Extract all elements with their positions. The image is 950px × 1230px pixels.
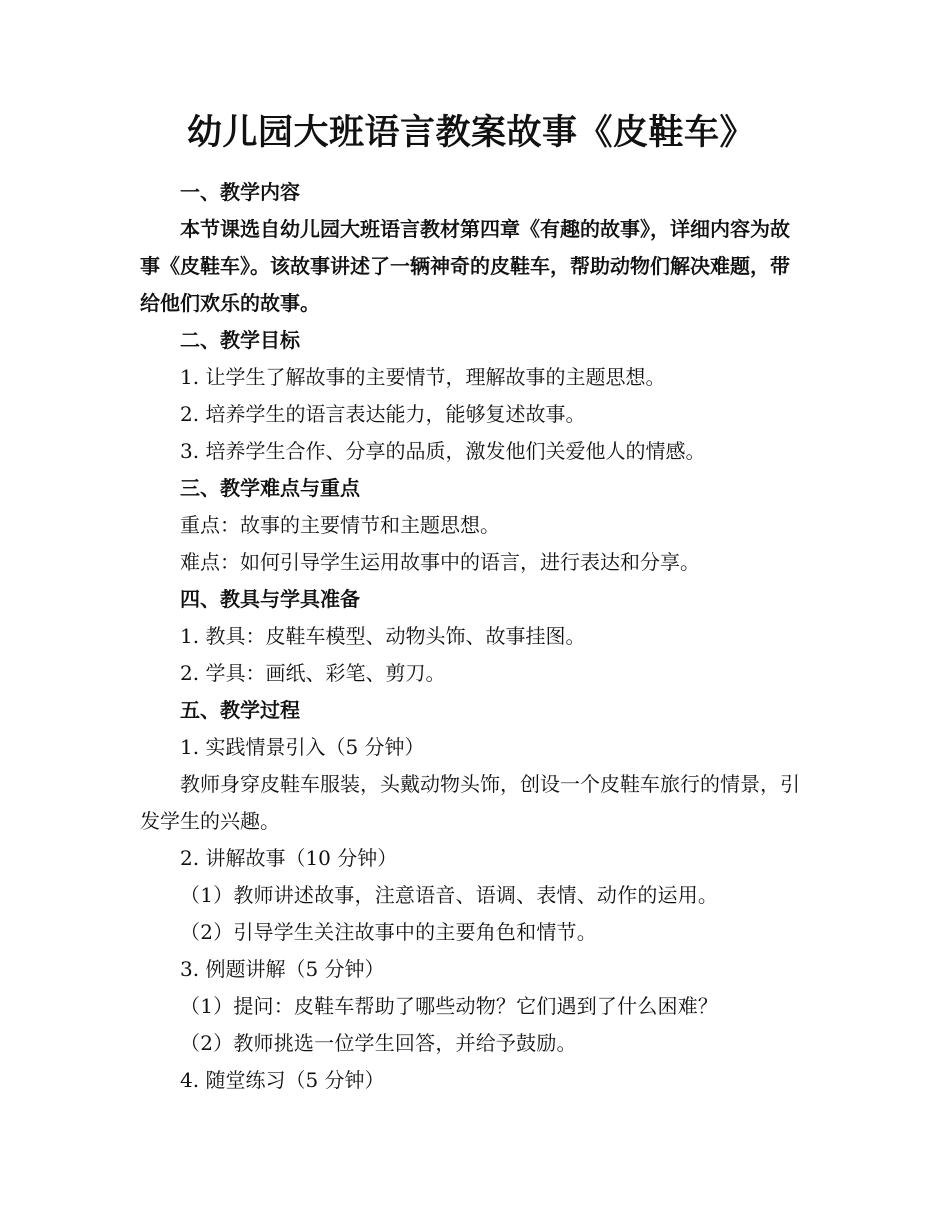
materials-item-1: 1. 教具：皮鞋车模型、动物头饰、故事挂图。	[180, 624, 586, 648]
section-heading-process: 五、教学过程	[180, 698, 300, 722]
materials-item-2: 2. 学具：画纸、彩笔、剪刀。	[180, 661, 446, 685]
section-heading-materials: 四、教具与学具准备	[180, 587, 360, 611]
goal-item-3: 3. 培养学生合作、分享的品质，激发他们关爱他人的情感。	[180, 439, 706, 463]
difficulty-line: 难点：如何引导学生运用故事中的语言，进行表达和分享。	[180, 550, 700, 574]
process-step-3: 3. 例题讲解（5 分钟）	[180, 957, 385, 981]
process-step-1: 1. 实践情景引入（5 分钟）	[180, 735, 425, 759]
process-step-3-item-2: （2）教师挑选一位学生回答，并给予鼓励。	[180, 1031, 577, 1055]
process-step-4: 4. 随堂练习（5 分钟）	[180, 1068, 385, 1092]
goal-item-2: 2. 培养学生的语言表达能力，能够复述故事。	[180, 402, 586, 426]
teaching-content-paragraph: 本节课选自幼儿园大班语言教材第四章《有趣的故事》，详细内容为故事《皮鞋车》。该故事讲述了一辆神奇的皮鞋车，帮助动物们解决难题，带给他们欢乐的故事。	[140, 217, 790, 315]
document-title: 幼儿园大班语言教案故事《皮鞋车》	[186, 112, 755, 153]
process-step-3-item-1: （1）提问：皮鞋车帮助了哪些动物？它们遇到了什么困难？	[180, 994, 719, 1018]
process-step-2-item-1: （1）教师讲述故事，注意语音、语调、表情、动作的运用。	[180, 883, 719, 907]
process-step-2: 2. 讲解故事（10 分钟）	[180, 846, 398, 870]
section-heading-teaching-content: 一、教学内容	[180, 180, 300, 204]
key-point-line: 重点：故事的主要情节和主题思想。	[180, 513, 500, 537]
section-heading-difficulties: 三、教学难点与重点	[180, 476, 360, 500]
section-heading-teaching-goals: 二、教学目标	[180, 328, 300, 352]
process-step-2-item-2: （2）引导学生关注故事中的主要角色和情节。	[180, 920, 597, 944]
process-step-1-body: 教师身穿皮鞋车服装，头戴动物头饰，创设一个皮鞋车旅行的情景，引发学生的兴趣。	[140, 772, 800, 833]
goal-item-1: 1. 让学生了解故事的主要情节，理解故事的主题思想。	[180, 365, 666, 389]
document-content	[140, 108, 800, 1099]
